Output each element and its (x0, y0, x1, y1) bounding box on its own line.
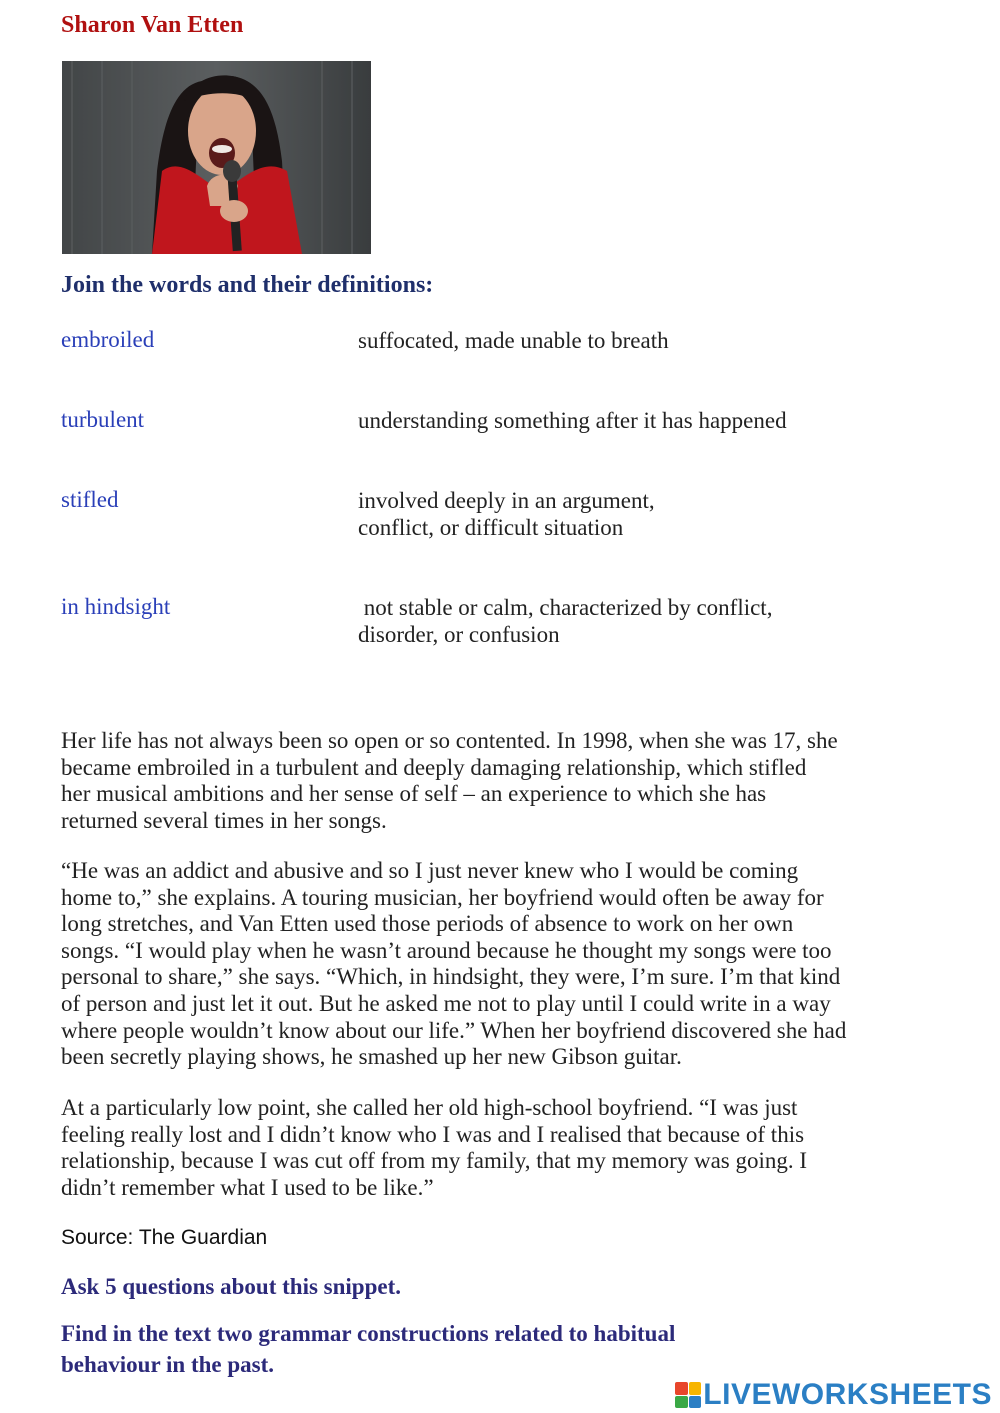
task-questions (61, 1271, 401, 1302)
article-paragraph-2 (61, 858, 961, 1071)
definition-line: suffocated, made unable to breath (358, 328, 669, 353)
singer-photo-illustration (62, 61, 371, 254)
article-paragraph-1 (61, 728, 961, 834)
definition-item[interactable] (358, 407, 787, 434)
paragraph-line: didn’t remember what I used to be like.” (61, 1174, 434, 1200)
paragraph-line: of person and just let it out. But he asked me not to play until I could write in a way (61, 990, 831, 1016)
paragraph-line: home to,” she explains. A touring musician, her boyfriend would often be away for (61, 884, 824, 910)
logo-square-green (675, 1396, 688, 1409)
paragraph-line: became embroiled in a turbulent and deeply damaging relationship, which stifled (61, 754, 807, 780)
paragraph-line: feeling really lost and I didn’t know who I was and I realised that because of this (61, 1121, 805, 1147)
definition-item[interactable] (358, 594, 772, 648)
paragraph-line: relationship, because I was cut off from my family, that my memory was going. I (61, 1148, 808, 1174)
definition-line: involved deeply in an argument, (358, 488, 655, 513)
word-embroiled[interactable]: embroiled (61, 327, 155, 352)
paragraph-line: where people wouldn’t know about our life.” When her boyfriend discovered she had (61, 1017, 847, 1043)
paragraph-line: her musical ambitions and her sense of self – an experience to which she has (61, 781, 767, 807)
article-paragraph-3 (61, 1095, 961, 1201)
document-title: Sharon Van Etten (61, 12, 244, 38)
word-in-hindsight[interactable]: in hindsight (61, 594, 171, 619)
logo-square-blue (689, 1396, 702, 1409)
definition-item[interactable] (358, 327, 669, 354)
logo-square-yellow (689, 1382, 702, 1395)
paragraph-line: long stretches, and Van Etten used those periods of absence to work on her own (61, 911, 794, 937)
paragraph-line: been secretly playing shows, he smashed up her new Gibson guitar. (61, 1044, 682, 1070)
article-source: Source: The Guardian (61, 1226, 268, 1249)
paragraph-line: returned several times in her songs. (61, 807, 387, 833)
paragraph-line: songs. “I would play when he wasn’t around because he thought my songs were too (61, 937, 832, 963)
paragraph-line: “He was an addict and abusive and so I just never knew who I would be coming (61, 858, 799, 883)
task-line: behaviour in the past. (61, 1352, 275, 1377)
matching-heading: Join the words and their definitions: (61, 272, 434, 298)
word-turbulent[interactable]: turbulent (61, 407, 145, 432)
task-grammar (61, 1318, 675, 1380)
task-line: Find in the text two grammar constructions related to habitual (61, 1321, 676, 1346)
definition-item[interactable] (358, 487, 655, 541)
word-stifled[interactable]: stifled (61, 487, 119, 512)
paragraph-line: Her life has not always been so open or so contented. In 1998, when she was 17, she (61, 728, 838, 753)
definition-line: conflict, or difficult situation (358, 515, 624, 540)
definition-line: not stable or calm, characterized by conflict, (358, 595, 773, 620)
definition-line: disorder, or confusion (358, 622, 560, 647)
logo-square-red (675, 1382, 688, 1395)
paragraph-line: At a particularly low point, she called her old high-school boyfriend. “I was just (61, 1095, 798, 1120)
liveworksheets-wordmark: LIVEWORKSHEETS (703, 1378, 992, 1411)
liveworksheets-logo[interactable] (675, 1378, 992, 1412)
paragraph-line: personal to share,” she says. “Which, in hindsight, they were, I’m sure. I’m that kind (61, 964, 841, 990)
singer-photo (62, 61, 371, 254)
definition-line: understanding something after it has happened (358, 408, 787, 433)
task-line: Ask 5 questions about this snippet. (61, 1274, 402, 1299)
liveworksheets-logo-icon (675, 1382, 701, 1408)
